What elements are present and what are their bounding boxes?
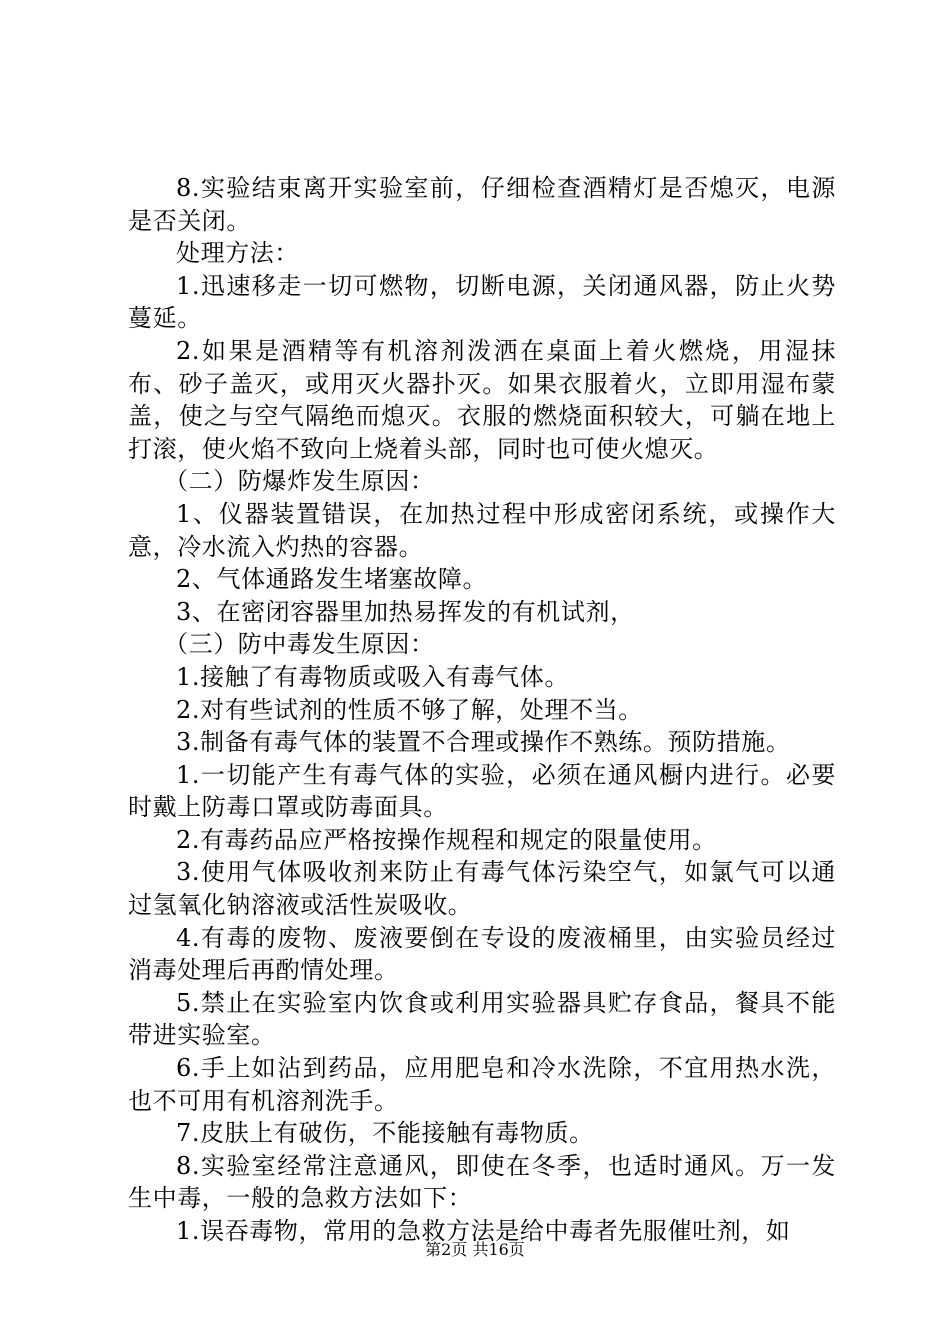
page-footer: 第2页 共16页 (425, 1240, 525, 1259)
paragraph-explosion-heading: （二）防爆炸发生原因： (164, 467, 435, 496)
paragraph-lab-exit-check: 8.实验结束离开实验室前，仔细检查酒精灯是否熄灭，电源是否关闭。 (128, 174, 836, 235)
paragraph-prevention-5: 5.禁止在实验室内饮食或利用实验器具贮存食品，餐具不能带进实验室。 (128, 988, 836, 1050)
paragraph-explosion-cause-1: 1、仪器装置错误，在加热过程中形成密闭系统，或操作大意，冷水流入灼热的容器。 (128, 499, 836, 561)
paragraph-poisoning-cause-1: 1.接触了有毒物质或吸入有毒气体。 (176, 662, 570, 691)
paragraph-fire-step-1: 1.迅速移走一切可燃物，切断电源，关闭通风器，防止火势蔓延。 (128, 271, 836, 333)
paragraph-explosion-cause-3: 3、在密闭容器里加热易挥发的有机试剂， (176, 597, 635, 626)
paragraph-fire-step-2: 2.如果是酒精等有机溶剂泼洒在桌面上着火燃烧，用湿抹布、砂子盖灭，或用灭火器扑灭。如果衣服着火，立即用湿布蒙盖，使之与空气隔绝而熄灭。衣服的燃烧面积较大，可躺在地上打滚，使火焰不致向上烧着头部，同时也可使火熄灭。 (128, 336, 836, 463)
paragraph-prevention-6: 6.手上如沾到药品，应用肥皂和冷水洗除，不宜用热水洗，也不可用有机溶剂洗手。 (128, 1054, 836, 1115)
paragraph-poisoning-heading: （三）防中毒发生原因： (164, 630, 435, 659)
document-body (128, 172, 836, 1248)
paragraph-prevention-7: 7.皮肤上有破伤，不能接触有毒物质。 (176, 1119, 594, 1148)
paragraph-prevention-3: 3.使用气体吸收剂来防止有毒气体污染空气，如氯气可以通过氢氧化钠溶液或活性炭吸收。 (128, 858, 836, 920)
paragraph-poisoning-cause-2: 2.对有些试剂的性质不够了解，处理不当。 (176, 695, 643, 724)
paragraph-poisoning-cause-3: 3.制备有毒气体的装置不合理或操作不熟练。预防措施。 (176, 728, 791, 757)
paragraph-first-aid-1: 1.误吞毒物，常用的急救方法是给中毒者先服催吐剂，如 (176, 1217, 791, 1245)
paragraph-prevention-2: 2.有毒药品应严格按操作规程和规定的限量使用。 (176, 825, 717, 854)
paragraph-explosion-cause-2: 2、气体通路发生堵塞故障。 (176, 565, 488, 594)
paragraph-prevention-8: 8.实验室经常注意通风，即使在冬季，也适时通风。万一发生中毒，一般的急救方法如下： (128, 1151, 836, 1213)
paragraph-handling-methods-heading: 处理方法： (176, 239, 299, 268)
paragraph-prevention-4: 4.有毒的废物、废液要倒在专设的废液桶里，由实验员经过消毒处理后再酌情处理。 (128, 923, 836, 985)
paragraph-prevention-1: 1.一切能产生有毒气体的实验，必须在通风橱内进行。必要时戴上防毒口罩或防毒面具。 (128, 760, 836, 822)
